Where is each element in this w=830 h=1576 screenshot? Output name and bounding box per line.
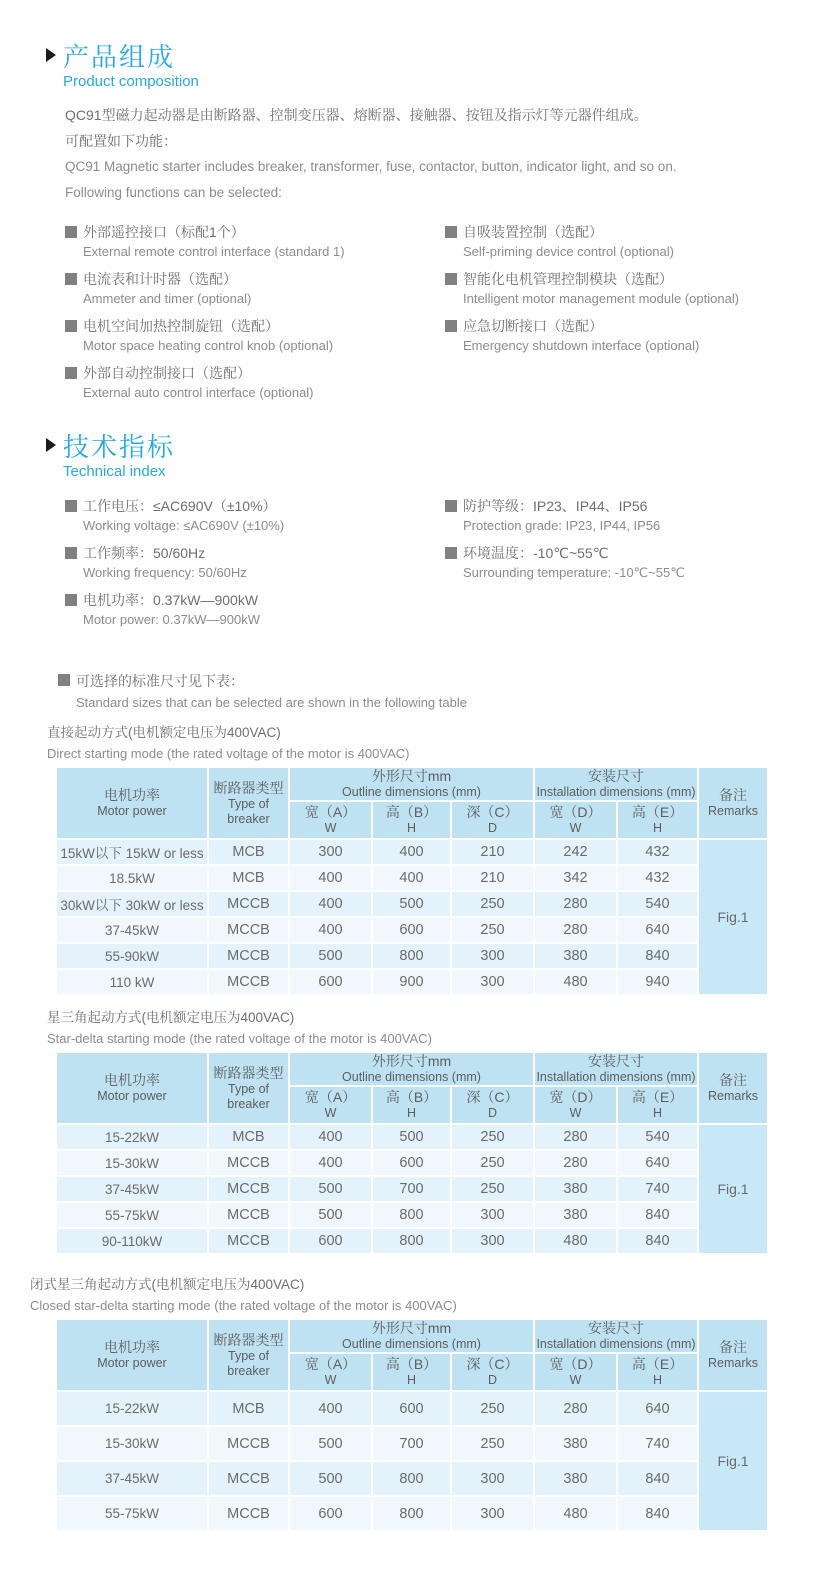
table-cell: MCB <box>209 1125 288 1149</box>
spec-label-cn: 环境温度：-10℃~55℃ <box>463 545 609 561</box>
table-cell: 280 <box>535 918 616 942</box>
table-cell: 280 <box>535 1151 616 1175</box>
feature-label-cn: 外部自动控制接口（选配） <box>83 365 251 381</box>
table-cell: 500 <box>290 944 371 968</box>
table-cell: 400 <box>373 840 450 864</box>
feature-item <box>65 316 445 356</box>
spec-label-en: Protection grade: IP23, IP44, IP56 <box>463 518 661 533</box>
table-cell: 400 <box>290 1392 371 1425</box>
table-cell: 37-45kW <box>57 918 207 942</box>
table-row <box>57 970 767 994</box>
table-cell: 90-110kW <box>57 1229 207 1253</box>
table-cell: 900 <box>373 970 450 994</box>
table-cell: 840 <box>618 944 697 968</box>
table-caption-en: Direct starting mode (the rated voltage of the motor is 400VAC) <box>47 746 410 761</box>
table-cell: 600 <box>373 1151 450 1175</box>
table-cell: MCB <box>209 840 288 864</box>
feature-item <box>445 316 830 356</box>
table-cell: 600 <box>373 918 450 942</box>
feature-item <box>65 269 445 309</box>
bullet-square-icon <box>65 226 77 238</box>
spec-label-en: Surrounding temperature: -10℃~55℃ <box>463 565 685 580</box>
feature-label-cn: 自吸装置控制（选配） <box>463 224 603 240</box>
feature-label-en: Motor space heating control knob (optional) <box>83 338 334 353</box>
table-caption-en: Closed star-delta starting mode (the rated voltage of the motor is 400VAC) <box>30 1298 457 1313</box>
table-row <box>57 1392 767 1425</box>
dimension-column-header: 宽（A） W <box>290 1087 371 1123</box>
feature-label-cn: 电机空间加热控制旋钮（选配） <box>83 318 279 334</box>
feature-item <box>445 222 830 262</box>
dimension-column-header: 宽（D） W <box>535 802 616 838</box>
breaker-type-header: 断路器类型 Type of breaker <box>209 1053 288 1123</box>
size-table-direct <box>55 766 769 996</box>
table-cell: 800 <box>373 1497 450 1530</box>
bullet-square-icon <box>65 273 77 285</box>
table-row <box>57 1125 767 1149</box>
dimension-column-header: 高（E） H <box>618 1354 697 1390</box>
table-cell: 250 <box>452 1392 533 1425</box>
table-cell: 800 <box>373 1203 450 1227</box>
bullet-square-icon <box>445 226 457 238</box>
table-cell: 15kW以下 15kW or less <box>57 840 207 864</box>
table-cell: 380 <box>535 1177 616 1201</box>
table-cell: MCCB <box>209 918 288 942</box>
table-cell: MCCB <box>209 1229 288 1253</box>
table-cell: 700 <box>373 1177 450 1201</box>
table-cell: 400 <box>290 1125 371 1149</box>
bullet-square-icon <box>65 594 77 606</box>
table-cell: 37-45kW <box>57 1177 207 1201</box>
table-cell: 300 <box>452 1229 533 1253</box>
remarks-header: 备注 Remarks <box>699 1320 767 1390</box>
table-cell: 250 <box>452 1427 533 1460</box>
table-cell: 500 <box>290 1462 371 1495</box>
table-row <box>57 1497 767 1530</box>
table-cell: 400 <box>290 918 371 942</box>
table-cell: 300 <box>452 1203 533 1227</box>
table-cell: 940 <box>618 970 697 994</box>
dimension-column-header: 宽（D） W <box>535 1354 616 1390</box>
table-cell: MCB <box>209 866 288 890</box>
table-cell: 840 <box>618 1462 697 1495</box>
table-row <box>57 1151 767 1175</box>
outline-dimensions-header: 外形尺寸mm Outline dimensions (mm) <box>290 768 533 800</box>
dimension-column-header: 高（B） H <box>373 1354 450 1390</box>
table-cell: 280 <box>535 1125 616 1149</box>
table-cell: 740 <box>618 1177 697 1201</box>
bullet-square-icon <box>65 500 77 512</box>
motor-power-header: 电机功率 Motor power <box>57 1053 207 1123</box>
table-row <box>57 1462 767 1495</box>
table-cell: 280 <box>535 892 616 916</box>
note-cn: 可选择的标准尺寸见下表： <box>76 673 244 689</box>
feature-item <box>65 363 445 403</box>
section-title-en: Technical index <box>63 463 166 480</box>
bullet-square-icon <box>445 500 457 512</box>
table-cell: 600 <box>290 970 371 994</box>
table-caption-cn: 闭式星三角起动方式(电机额定电压为400VAC) <box>30 1277 305 1292</box>
section-heading <box>46 40 830 70</box>
bullet-square-icon <box>445 273 457 285</box>
table-cell: 640 <box>618 918 697 942</box>
table-cell: 55-75kW <box>57 1203 207 1227</box>
spec-item <box>445 496 830 536</box>
standard-size-note <box>0 670 830 714</box>
table-cell: MCCB <box>209 1497 288 1530</box>
table-cell: 342 <box>535 866 616 890</box>
spec-label-en: Working frequency: 50/60Hz <box>83 565 247 580</box>
table-cell: 600 <box>373 1392 450 1425</box>
closed-star-delta-table-block <box>0 1270 830 1532</box>
table-cell: MCCB <box>209 1151 288 1175</box>
dimension-column-header: 深（C） D <box>452 802 533 838</box>
dimension-column-header: 宽（A） W <box>290 802 371 838</box>
table-row <box>57 1229 767 1253</box>
table-cell: 480 <box>535 1229 616 1253</box>
dimension-column-header: 深（C） D <box>452 1354 533 1390</box>
table-row <box>57 840 767 864</box>
table-cell: 400 <box>290 1151 371 1175</box>
table-row <box>57 944 767 968</box>
section-title-en: Product composition <box>63 73 199 90</box>
table-cell: 210 <box>452 840 533 864</box>
size-table-star-delta <box>55 1051 769 1255</box>
table-header-row <box>57 1053 767 1085</box>
arrow-right-icon <box>46 438 56 452</box>
table-cell: 250 <box>452 1177 533 1201</box>
feature-item <box>445 269 830 309</box>
spec-label-cn: 工作频率：50/60Hz <box>83 545 206 561</box>
table-row <box>57 1177 767 1201</box>
table-cell: 400 <box>373 866 450 890</box>
table-row <box>57 892 767 916</box>
table-cell: 15-30kW <box>57 1427 207 1460</box>
table-cell: 840 <box>618 1497 697 1530</box>
intro-paragraph-en2: Following functions can be selected: <box>65 185 282 200</box>
feature-label-cn: 应急切断接口（选配） <box>463 318 603 334</box>
feature-label-en: Ammeter and timer (optional) <box>83 291 252 306</box>
remarks-cell: Fig.1 <box>699 1392 767 1530</box>
feature-label-en: External remote control interface (standard 1) <box>83 244 345 259</box>
breaker-type-header: 断路器类型 Type of breaker <box>209 1320 288 1390</box>
dimension-column-header: 深（C） D <box>452 1087 533 1123</box>
table-cell: 250 <box>452 892 533 916</box>
section-heading <box>46 430 830 460</box>
star-delta-table-block <box>0 1003 830 1255</box>
dimension-column-header: 高（E） H <box>618 1087 697 1123</box>
table-cell: 740 <box>618 1427 697 1460</box>
table-cell: MCCB <box>209 1177 288 1201</box>
feature-label-en: Intelligent motor management module (optional) <box>463 291 740 306</box>
table-cell: 15-22kW <box>57 1125 207 1149</box>
bullet-square-icon <box>65 320 77 332</box>
table-cell: 242 <box>535 840 616 864</box>
note-en: Standard sizes that can be selected are shown in the following table <box>76 695 467 710</box>
spec-label-en: Motor power: 0.37kW—900kW <box>83 612 261 627</box>
spec-item <box>445 543 830 583</box>
arrow-right-icon <box>46 48 56 62</box>
table-cell: 250 <box>452 1151 533 1175</box>
section-title-cn: 产品组成 <box>63 41 176 72</box>
table-cell: 210 <box>452 866 533 890</box>
technical-index-section <box>0 430 830 637</box>
table-cell: 432 <box>618 866 697 890</box>
spec-label-en: Working voltage: ≤AC690V (±10%) <box>83 518 285 533</box>
table-cell: 250 <box>452 918 533 942</box>
product-composition-section <box>0 40 830 410</box>
table-cell: 700 <box>373 1427 450 1460</box>
dimension-column-header: 宽（A） W <box>290 1354 371 1390</box>
spec-item <box>65 590 445 630</box>
spec-label-cn: 电机功率：0.37kW—900kW <box>83 592 259 608</box>
table-cell: 432 <box>618 840 697 864</box>
table-cell: 380 <box>535 1462 616 1495</box>
feature-label-cn: 智能化电机管理控制模块（选配） <box>463 271 673 287</box>
outline-dimensions-header: 外形尺寸mm Outline dimensions (mm) <box>290 1053 533 1085</box>
dimension-column-header: 宽（D） W <box>535 1087 616 1123</box>
motor-power-header: 电机功率 Motor power <box>57 1320 207 1390</box>
spec-item <box>65 543 445 583</box>
table-header-row <box>57 768 767 800</box>
table-cell: 480 <box>535 1497 616 1530</box>
intro-paragraph-cn: QC91型磁力起动器是由断路器、控制变压器、熔断器、接触器、按钮及指示灯等元器件组成。 <box>65 107 648 123</box>
spec-list-left <box>65 496 445 637</box>
table-cell: 500 <box>373 892 450 916</box>
table-cell: 30kW以下 30kW or less <box>57 892 207 916</box>
remarks-header: 备注 Remarks <box>699 1053 767 1123</box>
remarks-cell: Fig.1 <box>699 1125 767 1253</box>
table-cell: 380 <box>535 1203 616 1227</box>
table-cell: 55-75kW <box>57 1497 207 1530</box>
remarks-cell: Fig.1 <box>699 840 767 994</box>
table-cell: 300 <box>452 970 533 994</box>
table-cell: 300 <box>452 944 533 968</box>
table-cell: 280 <box>535 1392 616 1425</box>
table-cell: 500 <box>373 1125 450 1149</box>
table-cell: MCCB <box>209 892 288 916</box>
dimension-column-header: 高（E） H <box>618 802 697 838</box>
table-cell: 640 <box>618 1392 697 1425</box>
table-cell: 640 <box>618 1151 697 1175</box>
table-cell: 500 <box>290 1427 371 1460</box>
table-row <box>57 866 767 890</box>
spec-label-cn: 工作电压：≤AC690V（±10%） <box>83 498 277 514</box>
table-cell: 15-30kW <box>57 1151 207 1175</box>
feature-list-left <box>65 222 445 410</box>
size-table-closed-star-delta <box>55 1318 769 1532</box>
outline-dimensions-header: 外形尺寸mm Outline dimensions (mm) <box>290 1320 533 1352</box>
feature-label-en: Self-priming device control (optional) <box>463 244 674 259</box>
dimension-column-header: 高（B） H <box>373 802 450 838</box>
table-cell: 250 <box>452 1125 533 1149</box>
table-cell: 15-22kW <box>57 1392 207 1425</box>
spec-label-cn: 防护等级：IP23、IP44、IP56 <box>463 498 648 514</box>
table-header-row <box>57 1320 767 1352</box>
table-cell: 110 kW <box>57 970 207 994</box>
table-cell: 18.5kW <box>57 866 207 890</box>
bullet-square-icon <box>445 320 457 332</box>
bullet-square-icon <box>445 547 457 559</box>
table-cell: 300 <box>290 840 371 864</box>
table-cell: MCB <box>209 1392 288 1425</box>
installation-dimensions-header: 安装尺寸 Installation dimensions (mm) <box>536 1053 696 1084</box>
table-cell: 400 <box>290 892 371 916</box>
table-row <box>57 1203 767 1227</box>
table-cell: 800 <box>373 944 450 968</box>
table-row <box>57 918 767 942</box>
table-cell: 600 <box>290 1229 371 1253</box>
motor-power-header: 电机功率 Motor power <box>57 768 207 838</box>
feature-label-en: Emergency shutdown interface (optional) <box>463 338 700 353</box>
table-cell: 540 <box>618 892 697 916</box>
remarks-header: 备注 Remarks <box>699 768 767 838</box>
bullet-square-icon <box>58 674 70 686</box>
table-cell: 840 <box>618 1229 697 1253</box>
dimension-column-header: 高（B） H <box>373 1087 450 1123</box>
table-cell: MCCB <box>209 1462 288 1495</box>
table-cell: 380 <box>535 1427 616 1460</box>
table-cell: 300 <box>452 1462 533 1495</box>
table-cell: 800 <box>373 1229 450 1253</box>
table-caption-cn: 直接起动方式(电机额定电压为400VAC) <box>47 725 281 740</box>
table-cell: 480 <box>535 970 616 994</box>
table-caption-cn: 星三角起动方式(电机额定电压为400VAC) <box>47 1010 295 1025</box>
table-cell: 600 <box>290 1497 371 1530</box>
table-row <box>57 1427 767 1460</box>
breaker-type-header: 断路器类型 Type of breaker <box>209 768 288 838</box>
feature-label-en: External auto control interface (optional) <box>83 385 314 400</box>
table-caption-en: Star-delta starting mode (the rated voltage of the motor is 400VAC) <box>47 1031 432 1046</box>
intro-paragraph-cn2: 可配置如下功能： <box>65 133 177 149</box>
direct-starting-table-block <box>0 718 830 996</box>
table-cell: 37-45kW <box>57 1462 207 1495</box>
table-cell: 300 <box>452 1497 533 1530</box>
section-title-cn: 技术指标 <box>63 431 176 462</box>
table-cell: MCCB <box>209 1427 288 1460</box>
table-cell: 500 <box>290 1177 371 1201</box>
table-cell: 500 <box>290 1203 371 1227</box>
feature-label-cn: 电流表和计时器（选配） <box>83 271 237 287</box>
spec-list-right <box>445 496 830 637</box>
table-cell: 400 <box>290 866 371 890</box>
intro-paragraph-en: QC91 Magnetic starter includes breaker, transformer, fuse, contactor, button, indicator light, and so on. <box>65 159 677 174</box>
table-cell: 800 <box>373 1462 450 1495</box>
table-cell: 55-90kW <box>57 944 207 968</box>
feature-list-right <box>445 222 830 410</box>
table-cell: MCCB <box>209 970 288 994</box>
table-cell: 380 <box>535 944 616 968</box>
installation-dimensions-header: 安装尺寸 Installation dimensions (mm) <box>536 768 696 799</box>
table-cell: MCCB <box>209 944 288 968</box>
table-cell: MCCB <box>209 1203 288 1227</box>
table-cell: 840 <box>618 1203 697 1227</box>
bullet-square-icon <box>65 367 77 379</box>
feature-label-cn: 外部遥控接口（标配1个） <box>83 224 245 240</box>
table-cell: 540 <box>618 1125 697 1149</box>
installation-dimensions-header: 安装尺寸 Installation dimensions (mm) <box>536 1320 696 1351</box>
spec-item <box>65 496 445 536</box>
feature-item <box>65 222 445 262</box>
bullet-square-icon <box>65 547 77 559</box>
